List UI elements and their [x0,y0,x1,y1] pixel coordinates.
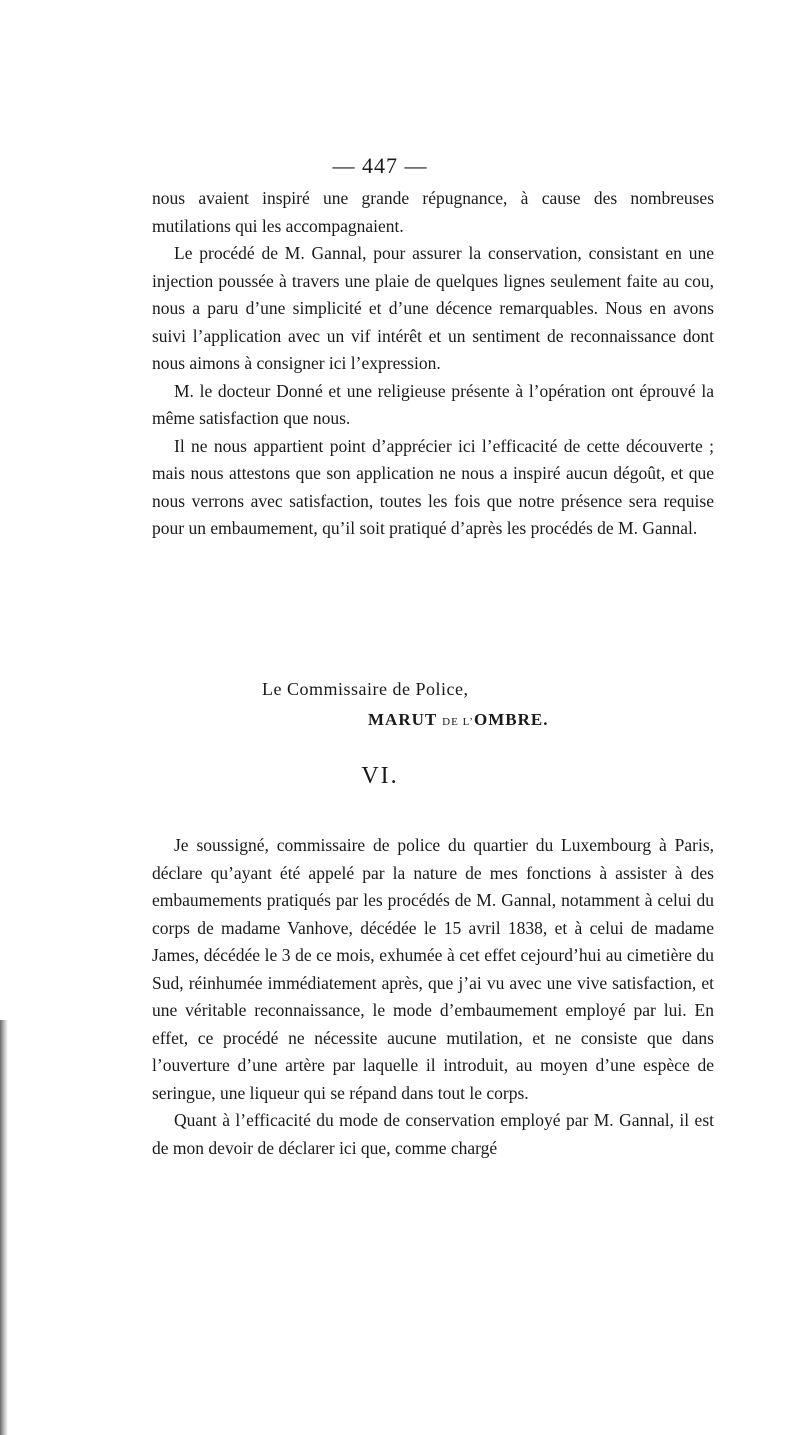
signature-name-particle: DE L’ [442,716,474,728]
paragraph: Quant à l’efficacité du mode de conservation employé par M. Gannal, il est de mon devoir de déclarer ici que, comme chargé [152,1110,714,1158]
paragraph: Je soussigné, commissaire de police du quartier du Luxembourg à Paris, déclare qu’ayant été appelé par la nature de mes fonctions à assister à des embaumements pratiqués par les procédés de M. Gannal, notamment à celui du corps de madame Vanhove, décédée le 15 avril 1838, et à celui de madame James, décédée le 3 de ce mois, exhumée à cet effet cejourd’hui au cimetière du Sud, réinhumée immédiatement après, que j’ai vu avec une vive satisfaction, et une véritable reconnaissance, le mode d’embaumement employé par lui. En effet, ce procédé ne nécessite aucune mutilation, et ne consiste que dans l’ouverture d’une artère par laquelle il introduit, au moyen d’une espèce de seringue, une liqueur qui se répand dans tout le corps. [152,835,714,1103]
page-number: — 447 — [332,153,428,178]
paragraph: Il ne nous appartient point d’apprécier ici l’efficacité de cette découverte ; mais nous attestons que son application ne nous a inspiré aucun dégoût, et que nous verrons avec satisfaction, toutes les fois que notre présence sera requise pour un embaumement, qu’il soit pratiqué d’après les procédés de M. Gannal. [152,435,714,538]
signature-title: Le Commissaire de Police, [262,679,469,699]
page-edge-shadow [0,1020,8,1435]
signature-name [368,710,548,730]
section-heading: VI. [361,763,399,789]
signature-name-part1: MARUT [368,710,437,729]
paragraph: M. le docteur Donné et une religieuse présente à l’opération ont éprouvé la même satisfaction que nous. [152,380,714,428]
paragraph: Le procédé de M. Gannal, pour assurer la conservation, consistant en une injection poussée à travers une plaie de quelques lignes seulement faite au cou, nous a paru d’une simplicité et d’une décence remarquables. Nous en avons suivi l’application avec un vif intérêt et un sentiment de reconnaissance dont nous aimons à consigner ici l’expression. [152,243,714,373]
text-block-top [152,185,714,543]
text-block-bottom [152,832,714,1162]
signature-name-part2: OMBRE. [473,710,549,729]
paragraph: nous avaient inspiré une grande répugnance, à cause des nombreuses mutilations qui les accompagnaient. [152,188,714,236]
